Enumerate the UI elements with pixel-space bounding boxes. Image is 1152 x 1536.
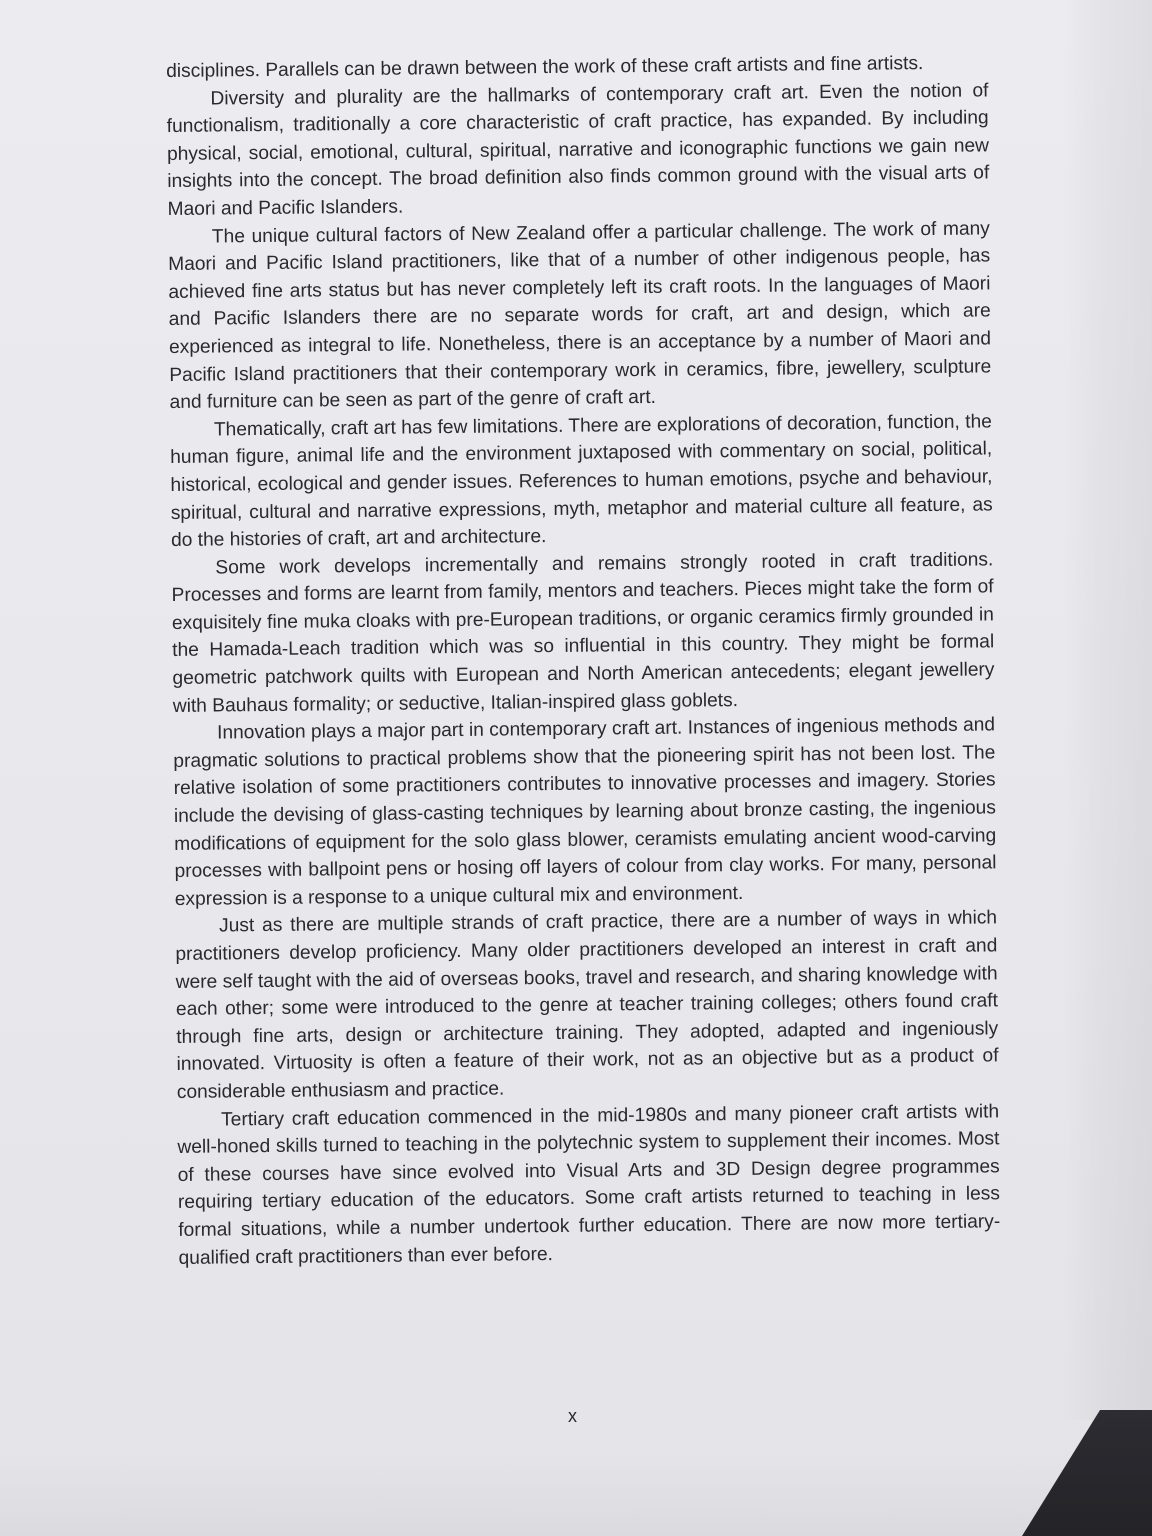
- paragraph-1: disciplines. Parallels can be drawn between the work of these craft artists and fine artists.: [166, 53, 924, 82]
- paragraph-3: The unique cultural factors of New Zealand offer a particular challenge. The work of many Maori and Pacific Island practitioners, like that of a number of other indigenous people, has achieved fine arts status but has never completely left its craft roots. In the languages of Maori and Pacific Islanders there are no separate words for craft, art and design, which are experienced as integral to life. Nonetheless, there is an acceptance by a number of Maori and Pacific Island practitioners that their contemporary work in ceramics, fibre, jewellery, sculpture and furniture can be seen as part of the genre of craft art.: [168, 217, 992, 414]
- page-bottom-shade: [0, 1456, 1152, 1536]
- body-text: [166, 49, 1001, 1272]
- page-gutter-shadow: [1062, 0, 1152, 1420]
- paragraph-4: Thematically, craft art has few limitations. There are explorations of decoration, function, the human figure, animal life and the environment juxtaposed with commentary on social, political, historical, ecological and gender issues. References to human emotions, psyche and behaviour, spiritual, cultural and narrative expressions, myth, metaphor and material culture all feature, as do the histories of craft, art and architecture.: [170, 411, 993, 552]
- paragraph-6: Innovation plays a major part in contemporary craft art. Instances of ingenious methods and pragmatic solutions to practical problems show that the pioneering spirit has not been lost. The relative isolation of some practitioners contributes to innovative processes and imagery. Stories include the devising of glass-casting techniques by learning about bronze casting, the ingenious modifications of equipment for the solo glass blower, ceramists emulating ancient wood-carving processes with ballpoint pens or hosing off layers of colour from clay works. For many, personal expression is a response to a unique cultural mix and environment.: [173, 714, 997, 910]
- paragraph-8: Tertiary craft education commenced in the mid-1980s and many pioneer craft artists with well-honed skills turned to teaching in the polytechnic system to supplement their incomes. Most of these courses have since evolved into Visual Arts and 3D Design degree programmes requiring tertiary education of the educators. Some craft artists returned to teaching in less formal situations, while a number undertook further education. There are now more tertiary-qualified craft practitioners than ever before.: [177, 1100, 1001, 1269]
- paragraph-7: Just as there are multiple strands of craft practice, there are a number of ways in which practitioners develop proficiency. Many older practitioners developed an interest in craft and were self taught with the aid of overseas books, travel and research, and sharing knowledge with each other; some were introduced to the genre at teacher training colleges; others found craft through fine arts, design or architecture training. They adopted, adapted and ingeniously innovated. Virtuosity is often a feature of their work, not as an objective but as a product of considerable enthusiasm and practice.: [175, 907, 999, 1103]
- page-number: x: [568, 1406, 577, 1426]
- paragraph-5: Some work develops incrementally and remains strongly rooted in craft traditions. Processes and forms are learnt from family, mentors and teachers. Pieces might take the form of exquisitely fine muka cloaks with pre-European traditions, or organic ceramics firmly grounded in the Hamada-Leach tradition which was so influential in this country. They might be formal geometric patchwork quilts with European and North American antecedents; elegant jewellery with Bauhaus formality; or seductive, Italian-inspired glass goblets.: [171, 549, 995, 717]
- paragraph-2: Diversity and plurality are the hallmarks of contemporary craft art. Even the notion of functionalism, traditionally a core characteristic of craft practice, has expanded. By including physical, social, emotional, cultural, spiritual, narrative and iconographic functions we gain new insights into the concept. The broad definition also finds common ground with the visual arts of Maori and Pacific Islanders.: [166, 79, 990, 220]
